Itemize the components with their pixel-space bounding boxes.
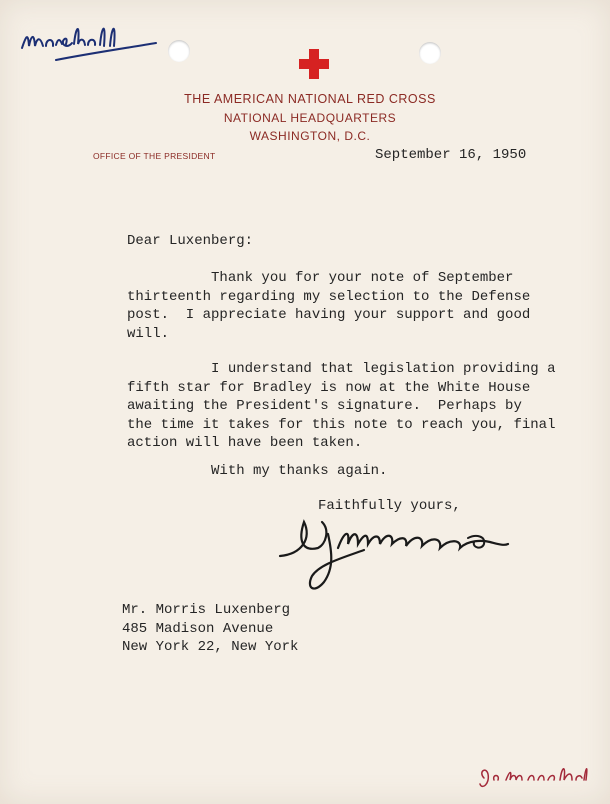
paragraph-2-line-5: action will have been taken. <box>127 435 363 451</box>
closing-thanks: With my thanks again. <box>127 463 388 479</box>
recipient-name: Mr. Morris Luxenberg <box>122 602 291 618</box>
paragraph-1-line-3: post. I appreciate having your support and good <box>127 307 531 323</box>
letterhead-department: NATIONAL HEADQUARTERS <box>223 111 397 125</box>
recipient-street: 485 Madison Avenue <box>122 620 274 637</box>
paragraph-2-line-1: I understand that legislation providing a <box>127 361 556 377</box>
punch-hole-right <box>419 42 441 64</box>
paragraph-1-line-1: Thank you for your note of September <box>127 270 514 286</box>
handwritten-signature-bottom <box>476 762 591 792</box>
signature <box>272 508 522 598</box>
salutation: Dear Luxenberg: <box>127 233 254 249</box>
letterhead-location: WASHINGTON, D.C. <box>249 129 371 143</box>
paragraph-1-line-4: will. <box>127 325 170 342</box>
paragraph-2-line-3: awaiting the President's signature. Perhaps by <box>127 398 522 414</box>
punch-hole-left <box>168 40 190 62</box>
letter-date: September 16, 1950 <box>375 147 527 163</box>
paragraph-1-line-2: thirteenth regarding my selection to the Defense <box>127 288 531 305</box>
red-cross-icon <box>299 49 329 79</box>
paragraph-2-line-2: fifth star for Bradley is now at the White House <box>127 379 531 396</box>
paragraph-2-line-4: the time it takes for this note to reach you, final <box>127 416 556 433</box>
recipient-city: New York 22, New York <box>122 639 299 655</box>
letterhead-office: OFFICE OF THE PRESIDENT <box>93 151 216 161</box>
letterhead-organization: THE AMERICAN NATIONAL RED CROSS <box>184 92 436 106</box>
complimentary-close: Faithfully yours, <box>318 498 461 514</box>
handwritten-name-top <box>16 16 166 66</box>
